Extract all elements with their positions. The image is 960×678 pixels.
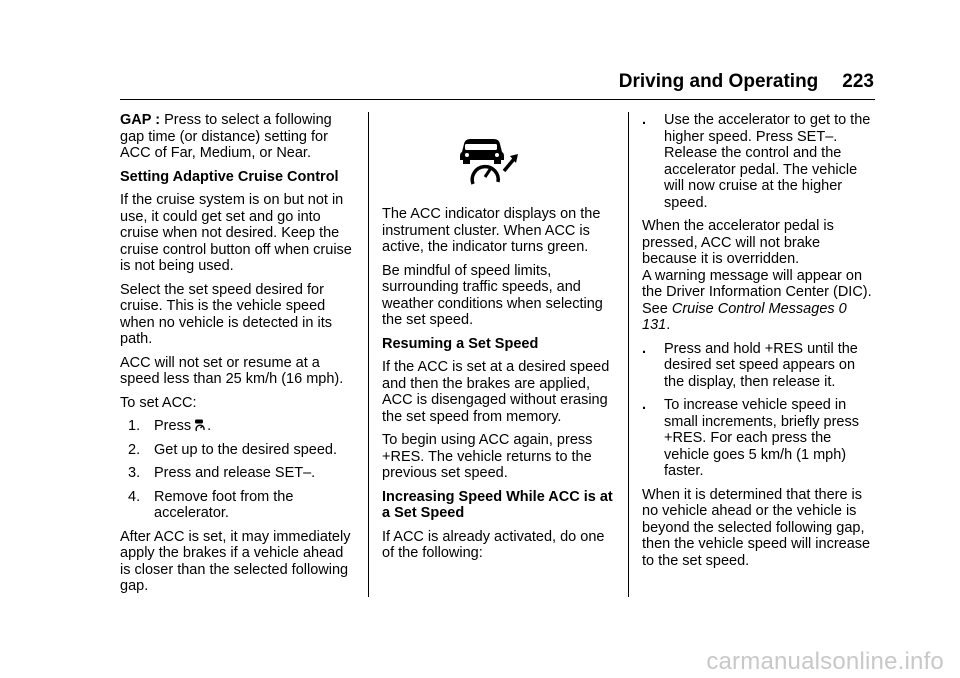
col2-para-2: Be mindful of speed limits, surrounding traffic speeds, and weather conditions when selecting the set speed.	[382, 262, 603, 328]
section-title	[619, 71, 874, 93]
col1-para-4: After ACC is set, it may immediately apply the brakes if a vehicle ahead is closer than the selected following gap.	[120, 528, 351, 594]
bullet-1-note-b: A warning message will appear on the Driver Information Center (DIC). See	[642, 267, 872, 317]
gap-label: GAP :	[120, 112, 161, 128]
header-rule	[120, 99, 875, 100]
cruise-speedometer-icon	[194, 419, 207, 432]
bullet-symbol: .	[642, 397, 647, 413]
to-set-label: To set ACC:	[120, 394, 197, 411]
col2-para-5: If ACC is already activated, do one of the following:	[382, 528, 605, 561]
col3-para-end: When it is determined that there is no vehicle ahead or the vehicle is beyond the selected following gap, then the vehicle speed will increase to the set speed.	[642, 486, 871, 569]
step-text: Get up to the desired speed.	[154, 441, 337, 458]
bullet-item-2	[642, 341, 878, 391]
step-3	[128, 465, 352, 482]
col2-para-4: To begin using ACC again, press +RES. The vehicle returns to the previous set speed.	[382, 432, 593, 481]
page-number: 223	[842, 71, 874, 92]
col1-para-3: ACC will not set or resume at a speed less than 25 km/h (16 mph).	[120, 354, 344, 387]
gap-paragraph	[120, 112, 352, 162]
bullet-text: Press and hold +RES until the desired set speed appears on the display, then release it.	[664, 340, 858, 390]
col2-para-1: The ACC indicator displays on the instrument cluster. When ACC is active, the indicator turns green.	[382, 206, 601, 255]
column-divider-2	[628, 112, 629, 597]
step-1-suffix: .	[207, 418, 212, 434]
bullet-symbol: .	[642, 340, 647, 357]
step-1	[128, 418, 352, 435]
acc-indicator-icon	[460, 138, 526, 186]
step-number: 1.	[128, 418, 141, 434]
step-text: Press and release SET–.	[154, 465, 316, 481]
step-2	[128, 442, 352, 459]
gap-text: Press to select a following gap time (or distance) setting for ACC of Far, Medium, or Near.	[120, 112, 332, 161]
section-title-text: Driving and Operating	[618, 71, 819, 92]
column-2	[382, 112, 614, 569]
page-reference[interactable]: 0 131	[642, 300, 847, 333]
col1-para-2: Select the set speed desired for cruise. This is the vehicle speed when no vehicle is detected in its path.	[120, 281, 332, 347]
column-1	[120, 112, 352, 602]
bullet-1-note	[642, 218, 878, 334]
watermark: carmanualsonline.info	[706, 648, 944, 675]
col1-para-1: If the cruise system is on but not in use, it could get set and go into cruise when not desired. Keep the cruise control button off when cruise is not being used.	[120, 192, 352, 274]
bullet-1-note-a: When the accelerator pedal is pressed, ACC will not brake because it is overridden.	[642, 218, 834, 267]
column-3	[642, 112, 878, 576]
step-4	[128, 489, 352, 522]
column-divider-1	[368, 112, 369, 597]
step-number: 3.	[128, 465, 141, 481]
bullet-item-1	[642, 112, 878, 211]
bullet-item-3	[642, 397, 878, 480]
resume-heading: Resuming a Set Speed	[382, 335, 539, 352]
setting-heading: Setting Adaptive Cruise Control	[120, 168, 339, 185]
step-1-text: Press	[154, 418, 192, 434]
step-number: 4.	[128, 488, 141, 505]
step-text: Remove foot from the accelerator.	[154, 488, 294, 521]
step-number: 2.	[128, 441, 141, 458]
increase-heading: Increasing Speed While ACC is at a Set Speed	[382, 488, 613, 521]
col2-para-3: If the ACC is set at a desired speed and then the brakes are applied, ACC is disengaged without erasing the set speed from memory.	[382, 359, 610, 425]
cruise-messages-link[interactable]: Cruise Control Messages	[671, 300, 835, 317]
bullet-text: Use the accelerator to get to the higher speed. Press SET–. Release the control and the accelerator pedal. The vehicle will now cruise at the higher speed.	[664, 112, 871, 211]
bullet-symbol: .	[642, 112, 647, 128]
bullet-1-note-end: .	[666, 317, 671, 333]
step-text	[154, 418, 352, 435]
bullet-text: To increase vehicle speed in small increments, briefly press +RES. For each press the vehicle goes 5 km/h (1 mph) faster.	[664, 397, 859, 479]
page-header	[0, 0, 960, 100]
